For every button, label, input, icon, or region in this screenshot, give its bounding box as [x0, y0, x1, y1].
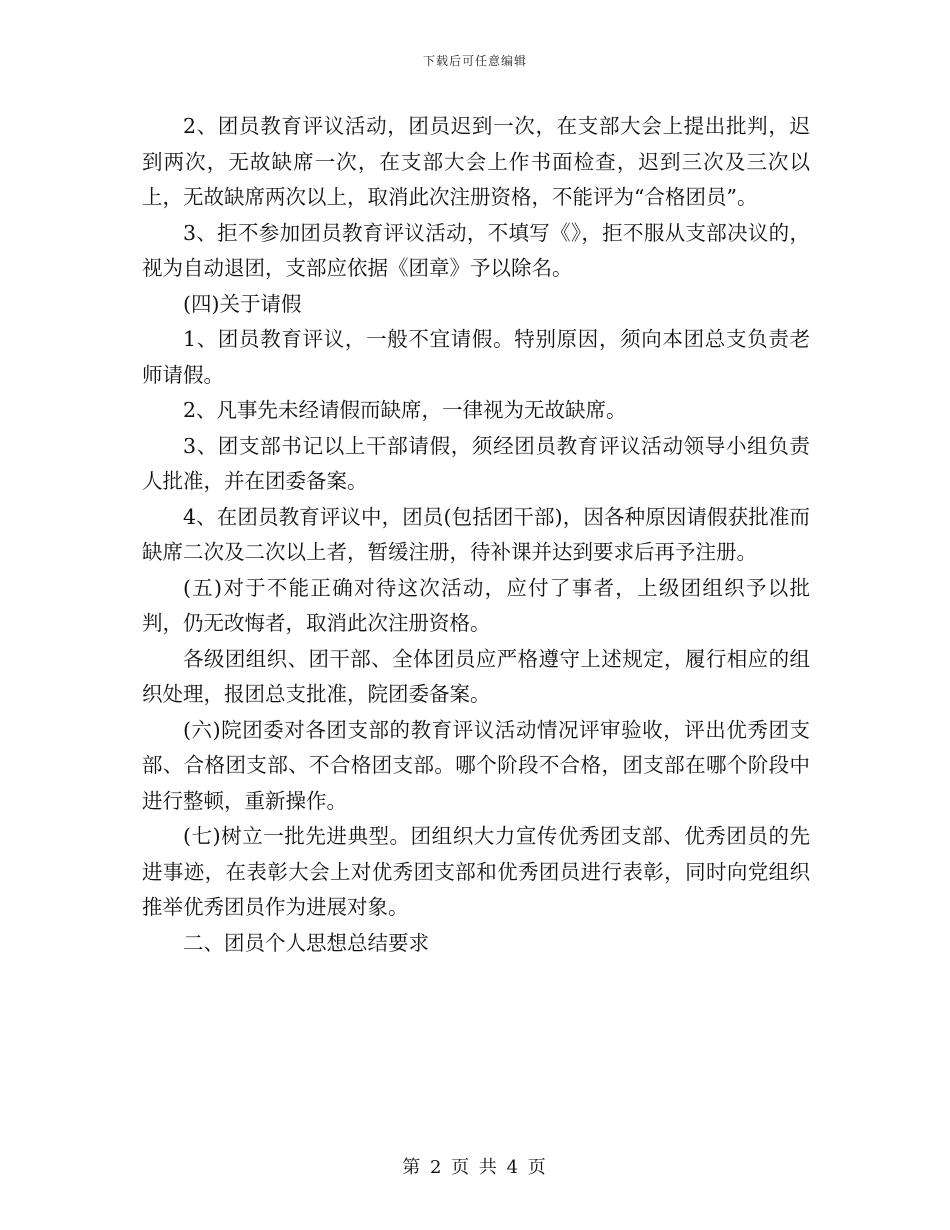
paragraph: (六)院团委对各团支部的教育评议活动情况评审验收，评出优秀团支部、合格团支部、不合格团支部。哪个阶段不合格，团支部在哪个阶段中进行整顿，重新操作。 [142, 717, 810, 813]
paragraph: 3、拒不参加团员教育评议活动，不填写《》，拒不服从支部决议的，视为自动退团，支部应依据《团章》予以除名。 [142, 220, 810, 280]
paragraph: (五)对于不能正确对待这次活动，应付了事者，上级团组织予以批判，仍无改悔者，取消此次注册资格。 [142, 575, 810, 635]
paragraph: (七)树立一批先进典型。团组织大力宣传优秀团支部、优秀团员的先进事迹，在表彰大会上对优秀团支部和优秀团员进行表彰，同时向党组织推举优秀团员作为进展对象。 [142, 824, 810, 919]
paragraph: 1、团员教育评议，一般不宜请假。特别原因，须向本团总支负责老师请假。 [142, 327, 810, 387]
paragraph: 3、团支部书记以上干部请假，须经团员教育评议活动领导小组负责人批准，并在团委备案。 [142, 433, 810, 493]
document-body [142, 109, 810, 961]
paragraph: 2、凡事先未经请假而缺席，一律视为无故缺席。 [183, 398, 627, 422]
page-header: 下载后可任意编辑 [422, 54, 527, 68]
paragraph: 各级团组织、团干部、全体团员应严格遵守上述规定，履行相应的组织处理，报团总支批准，院团委备案。 [142, 646, 810, 706]
paragraph: 4、在团员教育评议中，团员(包括团干部)，因各种原因请假获批准而缺席二次及二次以上者，暂缓注册，待补课并达到要求后再予注册。 [142, 504, 810, 564]
section-heading: 二、团员个人思想总结要求 [183, 930, 429, 955]
section-heading: (四)关于请假 [183, 291, 302, 316]
paragraph: 2、团员教育评议活动，团员迟到一次，在支部大会上提出批判，迟到两次，无故缺席一次，在支部大会上作书面检查，迟到三次及三次以上，无故缺席两次以上，取消此次注册资格，不能评为“合格团员”。 [142, 114, 810, 209]
page-number: 第 2 页 共 4 页 [402, 1157, 548, 1178]
